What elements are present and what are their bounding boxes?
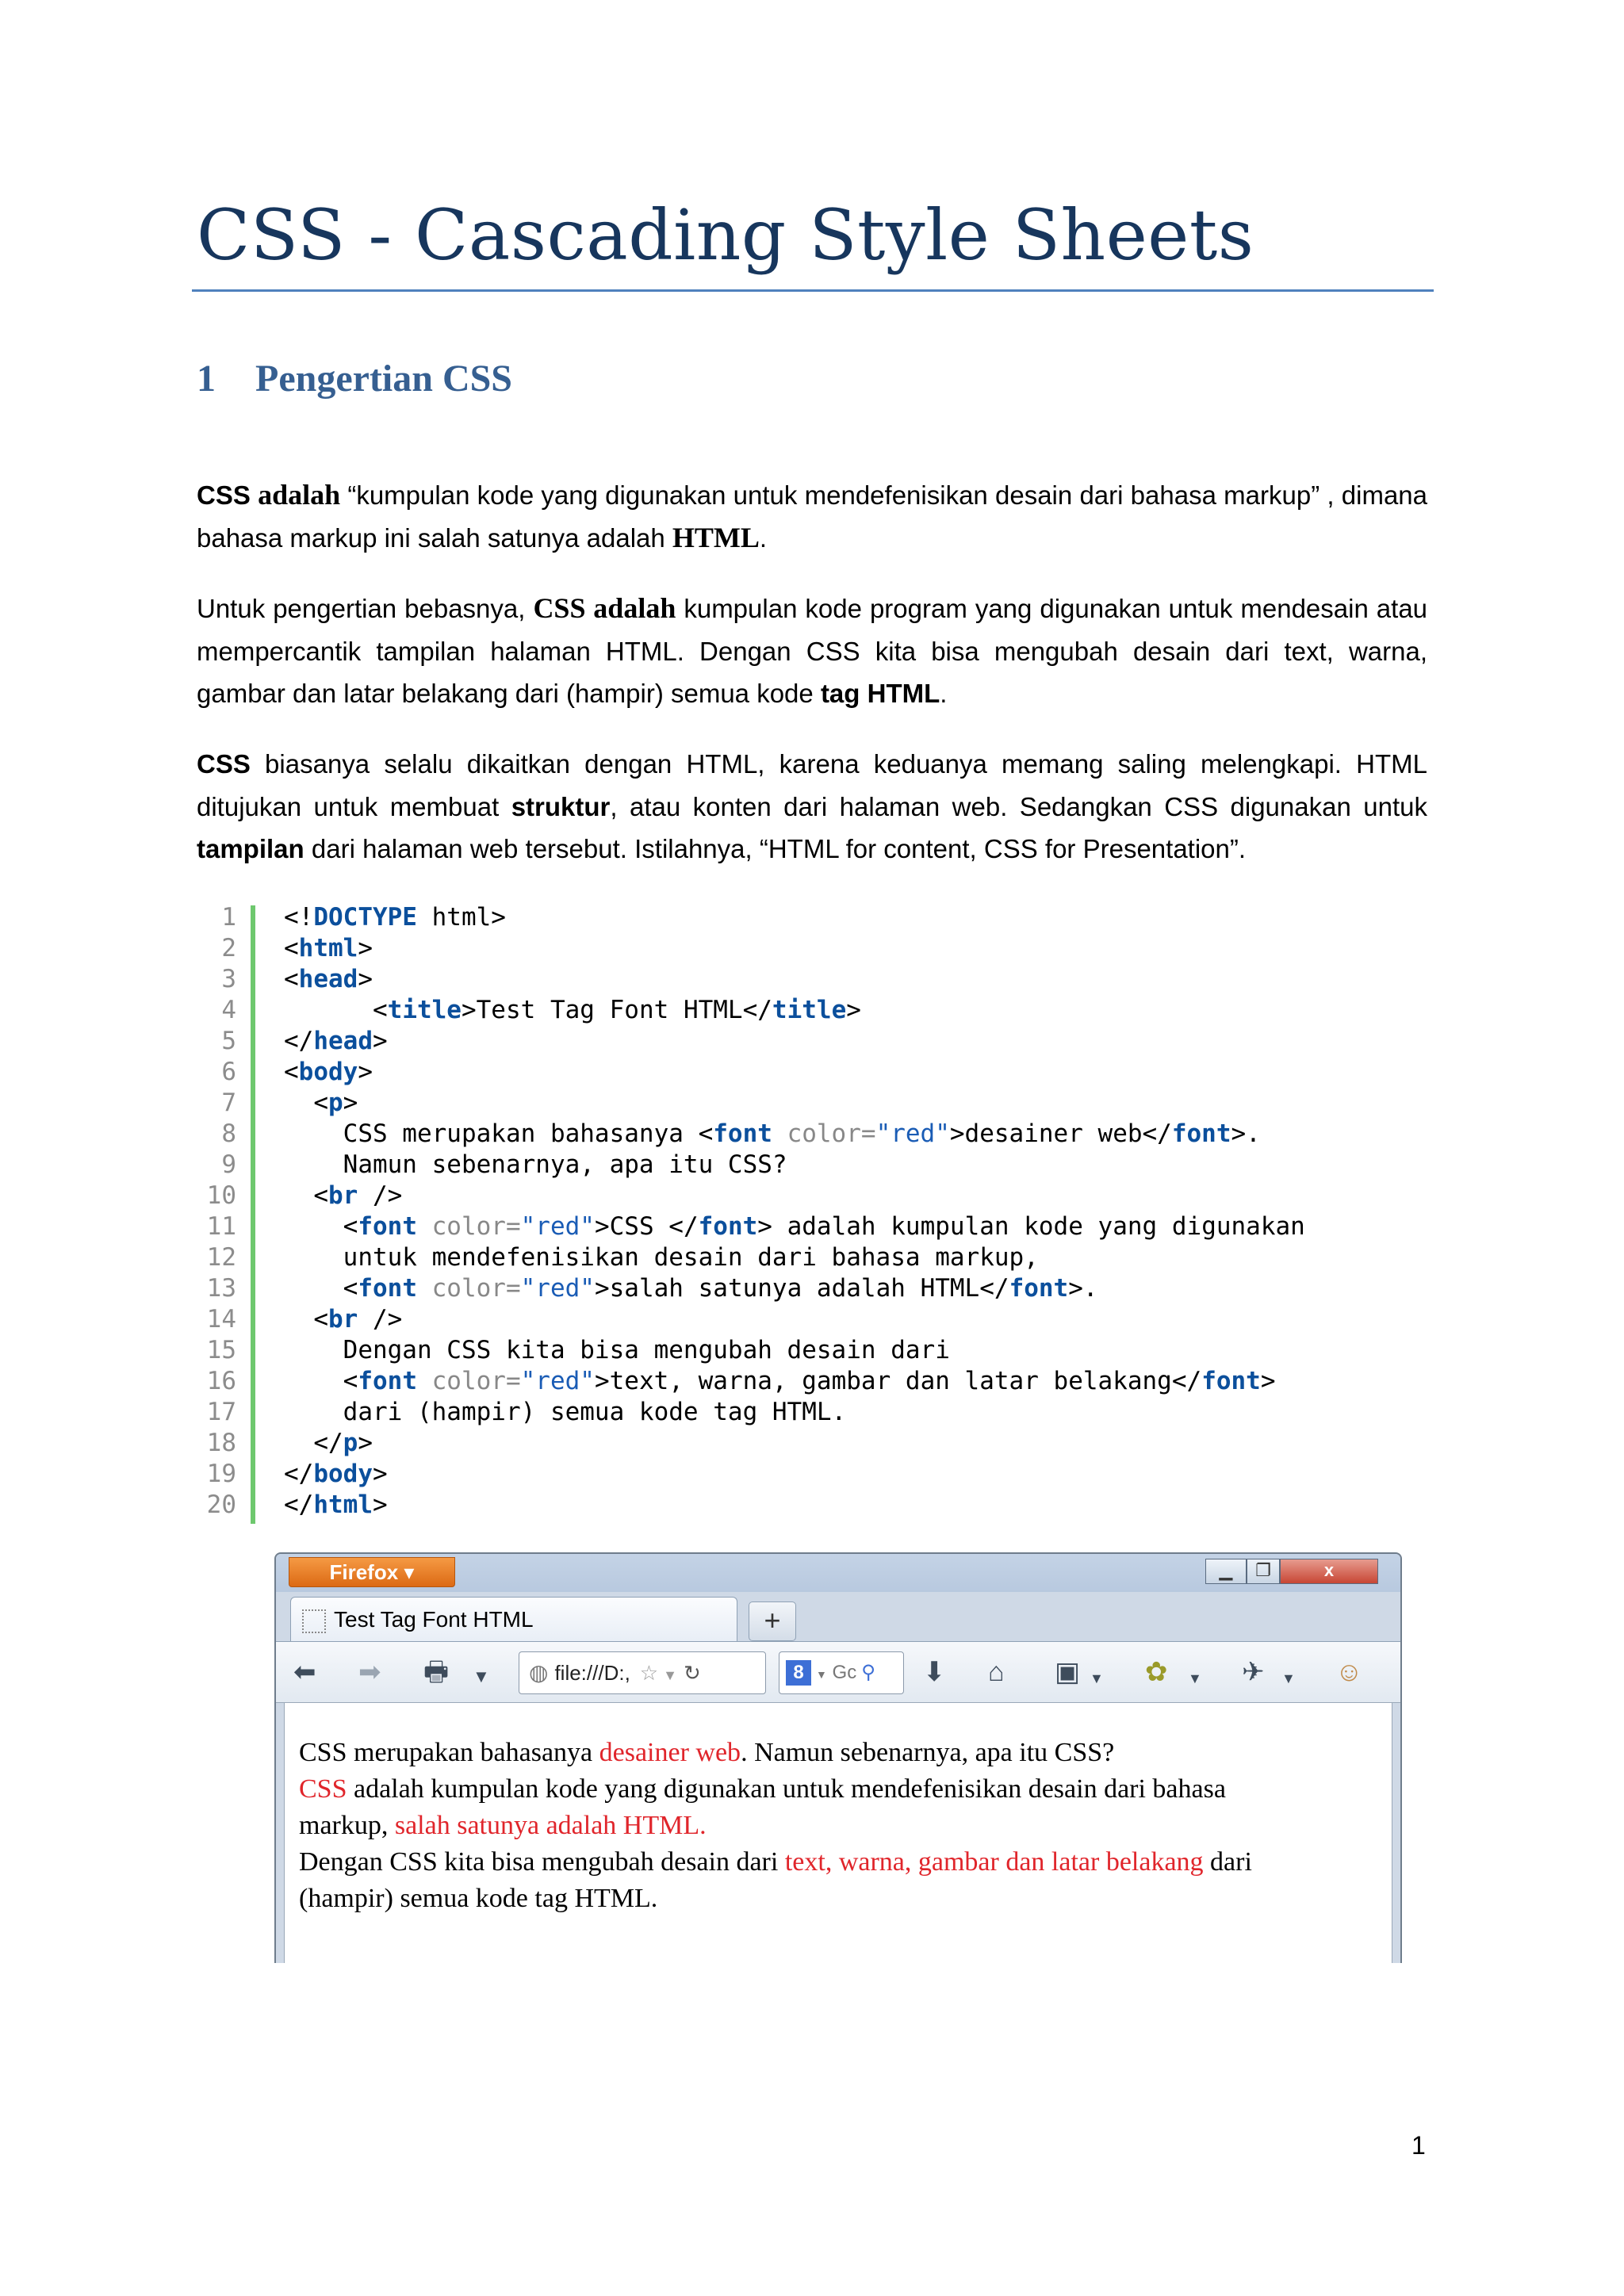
- text: dari: [1203, 1847, 1252, 1877]
- bold-text: CSS: [197, 480, 251, 510]
- code-token: </: [284, 1027, 314, 1055]
- text: CSS merupakan bahasanya: [299, 1738, 599, 1767]
- text: markup,: [299, 1811, 395, 1840]
- code-token: title: [772, 996, 847, 1024]
- code-token: >: [1260, 1367, 1276, 1395]
- line-number: 9: [221, 1150, 236, 1179]
- paragraph-text: Untuk pengertian bebasnya,: [197, 594, 526, 623]
- line-number: 3: [221, 965, 236, 993]
- section-number: 1: [197, 358, 216, 400]
- code-token: > adalah kumpulan kode yang digunakan: [757, 1212, 1305, 1241]
- code-token: <: [284, 965, 299, 993]
- red-text: CSS: [299, 1774, 347, 1804]
- search-placeholder: Gc: [832, 1662, 857, 1683]
- url-text: file:///D:,: [554, 1661, 630, 1685]
- print-icon[interactable]: 🖶: [423, 1657, 450, 1687]
- code-line: [197, 1366, 1465, 1397]
- code-token: Dengan CSS kita bisa mengubah desain dari: [284, 1336, 950, 1364]
- code-token: CSS merupakan bahasanya <: [284, 1119, 714, 1148]
- code-token: html>: [416, 903, 506, 932]
- code-token: >: [358, 934, 373, 962]
- text: . Namun sebenarnya, apa itu CSS?: [741, 1738, 1115, 1767]
- code-line: [197, 1026, 1465, 1057]
- line-number: 4: [221, 996, 236, 1024]
- home-icon[interactable]: ⌂: [988, 1657, 1005, 1687]
- maximize-button[interactable]: ❐: [1247, 1559, 1280, 1584]
- rendered-line: [299, 1881, 1362, 1917]
- dropdown-caret-icon[interactable]: ▼: [473, 1667, 490, 1686]
- page-favicon-icon: [302, 1609, 326, 1633]
- bookmarks-icon[interactable]: ▣: [1055, 1657, 1081, 1687]
- line-number: 12: [206, 1243, 236, 1272]
- extension-dropdown-icon[interactable]: ▼: [1281, 1670, 1296, 1686]
- code-token: untuk mendefenisikan desain dari bahasa markup,: [284, 1243, 1039, 1272]
- code-token: font: [358, 1212, 417, 1241]
- code-token: >: [358, 1058, 373, 1086]
- code-line: [197, 1304, 1465, 1335]
- code-token: <: [284, 996, 388, 1024]
- line-number: 15: [206, 1336, 236, 1364]
- code-token: >text, warna, gambar dan latar belakang</: [594, 1367, 1202, 1395]
- line-number: 14: [206, 1305, 236, 1334]
- code-token: >: [372, 1460, 388, 1488]
- code-line: [197, 1490, 1465, 1521]
- code-token: font: [358, 1367, 417, 1395]
- code-line: [197, 1428, 1465, 1459]
- code-line: [197, 1088, 1465, 1119]
- line-number: 11: [206, 1212, 236, 1241]
- reload-icon[interactable]: ↻: [683, 1661, 701, 1685]
- code-line: [197, 902, 1465, 933]
- paragraph-2: [197, 587, 1427, 715]
- red-text: text, warna, gambar dan latar belakang: [784, 1847, 1204, 1877]
- code-token: br: [328, 1181, 358, 1210]
- code-token: font: [358, 1274, 417, 1303]
- line-number: 19: [206, 1460, 236, 1488]
- addon-gear-icon[interactable]: ✿: [1145, 1657, 1168, 1687]
- code-line: [197, 1119, 1465, 1150]
- minimize-button[interactable]: ▁: [1205, 1559, 1247, 1584]
- code-token: />: [358, 1181, 403, 1210]
- code-token: </: [284, 1429, 343, 1457]
- bold-text: tampilan: [197, 834, 304, 863]
- paragraph-text: , atau konten dari halaman web. Sedangkan CSS digunakan untuk: [610, 791, 1427, 821]
- bookmarks-dropdown-icon[interactable]: ▼: [1090, 1670, 1104, 1686]
- paragraph-text: .: [759, 522, 768, 553]
- code-token: body: [298, 1058, 358, 1086]
- paragraph-text: .: [940, 679, 948, 708]
- line-number: 18: [206, 1429, 236, 1457]
- code-token: color=: [416, 1212, 521, 1241]
- code-token: "red": [520, 1367, 595, 1395]
- search-bar[interactable]: [779, 1651, 904, 1694]
- code-token: >: [372, 1027, 388, 1055]
- red-text: salah satunya adalah HTML.: [394, 1811, 707, 1840]
- line-number: 16: [206, 1367, 236, 1395]
- code-block: [197, 902, 1465, 1521]
- code-token: </: [284, 1460, 314, 1488]
- bold-text: adalah: [258, 479, 341, 511]
- rendered-line: [299, 1735, 1362, 1771]
- code-token: <: [284, 1274, 358, 1303]
- code-token: "red": [520, 1212, 595, 1241]
- code-token: <: [284, 934, 299, 962]
- addon-dropdown-icon[interactable]: ▼: [1188, 1670, 1202, 1686]
- code-token: color=: [772, 1119, 876, 1148]
- globe-icon: ◍: [529, 1660, 549, 1685]
- code-line: [197, 1335, 1465, 1366]
- code-token: />: [358, 1305, 403, 1334]
- code-line: [197, 1459, 1465, 1490]
- code-token: head: [313, 1027, 373, 1055]
- code-token: dari (hampir) semua kode tag HTML.: [284, 1398, 847, 1426]
- star-icon[interactable]: ☆: [639, 1661, 659, 1685]
- code-token: <: [284, 1367, 358, 1395]
- code-token: </: [284, 1490, 314, 1519]
- code-line: [197, 1397, 1465, 1428]
- code-token: font: [698, 1212, 758, 1241]
- code-token: >.: [1231, 1119, 1261, 1148]
- text: (hampir) semua kode tag HTML.: [299, 1884, 658, 1913]
- code-token: <: [284, 1181, 328, 1210]
- history-dropdown-icon[interactable]: ▼: [663, 1667, 677, 1683]
- code-token: <: [284, 1058, 299, 1086]
- text: Dengan CSS kita bisa mengubah desain dari: [299, 1847, 785, 1877]
- engine-dropdown-icon[interactable]: ▼: [816, 1668, 827, 1681]
- rendered-page-text: [299, 1735, 1362, 1917]
- code-token: html: [313, 1490, 373, 1519]
- code-token: p: [328, 1089, 343, 1117]
- line-number: 17: [206, 1398, 236, 1426]
- code-token: body: [313, 1460, 373, 1488]
- paragraph-text: biasanya selalu dikaitkan dengan HTML, karena keduanya memang saling melengkapi. HTML ditujukan untuk membuat: [197, 749, 1427, 821]
- persona-face-icon[interactable]: ☺: [1335, 1657, 1363, 1687]
- line-number: 6: [221, 1058, 236, 1086]
- search-icon[interactable]: ⚲: [861, 1662, 875, 1683]
- code-token: Namun sebenarnya, apa itu CSS?: [284, 1150, 787, 1179]
- code-token: <: [284, 1212, 358, 1241]
- code-token: >: [358, 1429, 373, 1457]
- code-line: [197, 1242, 1465, 1273]
- paragraph-text: “kumpulan kode yang digunakan untuk mendefenisikan desain dari bahasa markup” , dimana bahasa markup ini salah satunya adalah: [197, 480, 1428, 553]
- navigation-toolbar: [276, 1641, 1400, 1703]
- rendered-line: [299, 1808, 1362, 1844]
- code-token: color=: [416, 1274, 521, 1303]
- paragraph-1: [197, 474, 1427, 559]
- code-token: >.: [1068, 1274, 1098, 1303]
- bold-text: struktur: [511, 791, 611, 821]
- tab-title: Test Tag Font HTML: [334, 1607, 534, 1632]
- bold-text: tag HTML: [820, 679, 940, 708]
- code-token: font: [1171, 1119, 1231, 1148]
- code-token: font: [713, 1119, 772, 1148]
- code-token: p: [343, 1429, 358, 1457]
- rendered-line: [299, 1844, 1362, 1881]
- code-line: [197, 1211, 1465, 1242]
- code-token: <!: [284, 903, 314, 932]
- code-token: <: [284, 1089, 328, 1117]
- code-line: [197, 964, 1465, 995]
- code-token: title: [387, 996, 462, 1024]
- line-number: 1: [221, 903, 236, 932]
- code-token: head: [298, 965, 358, 993]
- google-icon: 8: [786, 1660, 811, 1686]
- paragraph-text: dari halaman web tersebut. Istilahnya, “HTML for content, CSS for Presentation”.: [311, 834, 1247, 863]
- browser-titlebar: [276, 1554, 1400, 1592]
- line-number: 20: [206, 1490, 236, 1519]
- code-token: color=: [416, 1367, 521, 1395]
- code-token: "red": [875, 1119, 950, 1148]
- firefox-menu-button[interactable]: [289, 1557, 455, 1587]
- browser-viewport: [284, 1703, 1392, 1963]
- code-line: [197, 933, 1465, 964]
- paragraph-3: [197, 743, 1427, 871]
- code-token: >CSS </: [594, 1212, 699, 1241]
- line-number: 5: [221, 1027, 236, 1055]
- code-line: [197, 1273, 1465, 1304]
- browser-tab[interactable]: [290, 1597, 737, 1642]
- code-token: br: [328, 1305, 358, 1334]
- code-line: [197, 995, 1465, 1026]
- page-number: 1: [1411, 2131, 1426, 2160]
- line-number: 7: [221, 1089, 236, 1117]
- tab-strip: [276, 1592, 1400, 1641]
- close-button[interactable]: x: [1280, 1559, 1378, 1584]
- code-token: font: [1201, 1367, 1261, 1395]
- download-icon[interactable]: ⬇: [923, 1657, 946, 1687]
- line-number: 8: [221, 1119, 236, 1148]
- code-line: [197, 1150, 1465, 1181]
- title-underline: [192, 289, 1434, 292]
- url-bar[interactable]: [519, 1651, 766, 1694]
- document-title: CSS - Cascading Style Sheets: [197, 194, 1254, 276]
- text: adalah kumpulan kode yang digunakan untuk mendefenisikan desain dari bahasa: [347, 1774, 1226, 1804]
- code-token: >Test Tag Font HTML</: [461, 996, 772, 1024]
- line-number: 10: [206, 1181, 236, 1210]
- menu-label: Firefox: [329, 1560, 399, 1584]
- code-token: >desainer web</: [949, 1119, 1172, 1148]
- bold-text: CSS: [197, 749, 251, 779]
- code-token: html: [298, 934, 358, 962]
- section-title: Pengertian CSS: [255, 358, 512, 400]
- code-token: >: [358, 965, 373, 993]
- browser-screenshot: [274, 1552, 1402, 1963]
- code-line: [197, 1181, 1465, 1211]
- back-arrow-icon[interactable]: ⬅: [293, 1657, 316, 1687]
- line-number: 2: [221, 934, 236, 962]
- code-token: >salah satunya adalah HTML</: [594, 1274, 1009, 1303]
- extension-icon[interactable]: ✈: [1242, 1657, 1265, 1687]
- forward-arrow-icon[interactable]: ➡: [358, 1657, 381, 1687]
- code-token: >: [846, 996, 861, 1024]
- line-number: 13: [206, 1274, 236, 1303]
- code-token: <: [284, 1305, 328, 1334]
- red-text: desainer web: [599, 1738, 741, 1767]
- paragraph-text: kumpulan kode program yang digunakan untuk mendesain atau mempercantik tampilan halaman HTML. Dengan CSS kita bisa mengubah desain dari text, warna, gambar dan latar belakang dari (hampir) semua kode: [197, 594, 1428, 708]
- code-token: >: [343, 1089, 358, 1117]
- bold-text: CSS adalah: [533, 592, 676, 624]
- code-token: font: [1009, 1274, 1069, 1303]
- code-token: >: [372, 1490, 388, 1519]
- rendered-line: [299, 1771, 1362, 1808]
- code-token: DOCTYPE: [313, 903, 417, 932]
- caret-down-icon: ▾: [404, 1560, 415, 1584]
- bold-text: HTML: [672, 521, 760, 553]
- new-tab-button[interactable]: +: [749, 1601, 796, 1641]
- section-heading: [197, 357, 512, 400]
- code-token: "red": [520, 1274, 595, 1303]
- code-line: [197, 1057, 1465, 1088]
